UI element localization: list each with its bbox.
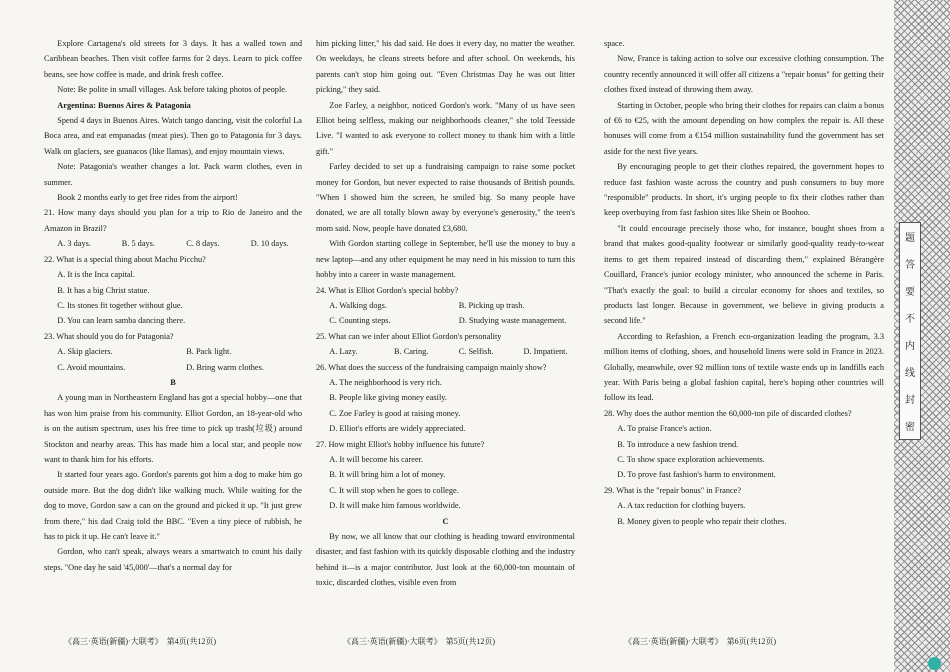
- paragraph: According to Refashion, a French eco-organization leading the program, 3.3 million items of clothing, shoes, and household linens were sold in France in 2023. Globally, meanwhile, over 92 million tons of textile waste ends up in landfills each year. With Paris being a global fashion capital, here's hoping other countries will follow its lead.: [604, 331, 884, 403]
- option: A. To praise France's action.: [617, 424, 712, 434]
- paragraph: Gordon, who can't speak, always wears a smartwatch to count his daily steps. "One day he said '45,000'—that's a normal day for: [44, 547, 302, 572]
- paragraph: Book 2 months early to get free rides from the airport!: [57, 193, 238, 203]
- option: C. Selfish.: [458, 347, 494, 357]
- section-label: C: [442, 516, 449, 526]
- options-23: [44, 360, 302, 375]
- paragraph: It started four years ago. Gordon's parents got him a dog to make him go outside more. But the dog didn't like walking much. While waiting for the dog to move, Gordon saw a can on the ground and picked it up. "It just grew from there," his dad Craig told the BBC. "Even a tiny piece of rubbish, he has to pick it up. He can't leave it.": [44, 470, 302, 541]
- option: C. Zoe Farley is good at raising money.: [329, 408, 461, 418]
- options-23: [44, 344, 302, 359]
- paragraph: Spend 4 days in Buenos Aires. Watch tango dancing, visit the colorful La Boca area, and eat empanadas (meat pies). Then go to Patagonia for 3 days. Walk on glaciers, see guanacos (like llamas), and enjoy mountain views.: [44, 116, 302, 156]
- option: A. 3 days.: [57, 239, 91, 249]
- paragraph: By now, we all know that our clothing is heading toward environmental disaster, and fast fashion with its quickly disposable clothing and the industry behind it—is a major contributor. Just look at the 60,000-ton mountain of toxic, discarded clothes, visible even from: [316, 532, 575, 588]
- options-24: [316, 313, 575, 328]
- page-footer: 《高三·英语(新疆)·大联考》 第5页(共12页): [343, 637, 495, 646]
- option: D. 10 days.: [250, 239, 289, 249]
- section-heading: Argentina: Buenos Aires & Patagonia: [57, 100, 191, 110]
- binding-char: 封: [905, 395, 915, 406]
- page-footer: 《高三·英语(新疆)·大联考》 第4页(共12页): [64, 637, 216, 646]
- page-4-column: [44, 36, 302, 606]
- option: C. It will stop when he goes to college.: [329, 485, 459, 495]
- option: D. Elliot's efforts are widely appreciated.: [329, 424, 466, 434]
- option: D. Studying waste management.: [458, 316, 567, 326]
- option: C. 8 days.: [186, 239, 220, 249]
- question-26: 26. What does the success of the fundraising campaign mainly show?: [316, 362, 547, 372]
- question-23: 23. What should you do for Patagonia?: [44, 331, 174, 341]
- option: B. People like giving money easily.: [329, 393, 447, 403]
- options-21: [44, 236, 302, 251]
- option: C. Avoid mountains.: [57, 362, 126, 372]
- page-5-column: [316, 36, 575, 606]
- option: A. It is the Inca capital.: [57, 270, 135, 280]
- options-25: [316, 344, 575, 359]
- option: D. Impatient.: [523, 347, 568, 357]
- paragraph: him picking litter," his dad said. He does it every day, no matter the weather. On weekdays, he cleans streets before and after school. On weekends, his parents can't stop him going out. "Even Christmas Day he was out litter picking," they said.: [316, 39, 575, 95]
- option: D. You can learn samba dancing there.: [57, 316, 186, 326]
- question-22: 22. What is a special thing about Machu Picchu?: [44, 254, 206, 264]
- question-24: 24. What is Elliot Gordon's special hobby?: [316, 285, 459, 295]
- question-28: 28. Why does the author mention the 60,000-ton pile of discarded clothes?: [604, 408, 852, 418]
- paragraph: Now, France is taking action to solve our excessive clothing consumption. The country recently announced it will offer all citizens a "repair bonus" for getting their clothes fixed instead of throwing them away.: [604, 54, 884, 95]
- paragraph: By encouraging people to get their clothes repaired, the government hopes to reduce fast fashion waste across the country and push consumers to buy more "responsible" products. In short, it's urging people to fix their clothes rather than keep overbuying from fast fashion sites like Shein or Boohoo.: [604, 162, 884, 218]
- option: B. Caring.: [394, 347, 429, 357]
- binding-char: 答: [905, 260, 915, 271]
- option: B. Money given to people who repair their clothes.: [617, 516, 787, 526]
- paragraph: Note: Patagonia's weather changes a lot. Pack warm clothes, even in summer.: [44, 162, 302, 187]
- option: B. Pack light.: [186, 347, 232, 357]
- paragraph: Farley decided to set up a fundraising campaign to raise some pocket money for Gordon, but never expected to raise thousands of British pounds. "When I showed him the screen, he smiled big. So many people have donated, we are all totally blown away by everyone's generosity," the teen's mom said. Now, people have donated £3,680.: [316, 162, 575, 233]
- paragraph: space.: [604, 39, 625, 48]
- option: C. To show space exploration achievements.: [617, 454, 765, 464]
- section-label: B: [170, 377, 176, 387]
- option: A. Lazy.: [329, 347, 358, 357]
- question-25: 25. What can we infer about Elliot Gordon's personality: [316, 331, 502, 341]
- option: C. Counting steps.: [329, 316, 391, 326]
- option: A. Walking dogs.: [329, 300, 387, 310]
- option: A. A tax reduction for clothing buyers.: [617, 501, 746, 511]
- option: A. Skip glaciers.: [57, 347, 113, 357]
- option: B. It will bring him a lot of money.: [329, 470, 446, 480]
- binding-warning: [899, 222, 921, 440]
- binding-char: 不: [905, 314, 915, 325]
- option: B. It has a big Christ statue.: [57, 285, 150, 295]
- binding-char: 密: [905, 422, 915, 433]
- question-27: 27. How might Elliot's hobby influence his future?: [316, 439, 485, 449]
- paragraph: Starting in October, people who bring their clothes for repairs can claim a bonus of €6 to €25, with the amount depending on how complex the repair is. All these bonuses will come from a €154 million sustainability fund the government has set aside for the next five years.: [604, 100, 884, 156]
- paragraph: Zoe Farley, a neighbor, noticed Gordon's work. "Many of us have seen Elliot being selfless, making our neighborhoods cleaner," she told Teesside Live. "I wanted to ask everyone to collect money to thank him with a little gift.": [316, 100, 575, 156]
- binding-char: 题: [905, 233, 915, 244]
- binding-char: 要: [905, 287, 915, 298]
- binding-char: 线: [905, 368, 915, 379]
- page-6-column: [604, 36, 884, 606]
- paragraph: Note: Be polite in small villages. Ask before taking photos of people.: [57, 85, 288, 95]
- option: D. It will make him famous worldwide.: [329, 501, 461, 511]
- paragraph: Explore Cartagena's old streets for 3 days. It has a walled town and Caribbean beaches. Then visit coffee farms for 2 days. Learn to pick coffee beans, see how coffee is made, and drink fresh coffee.: [44, 39, 302, 79]
- corner-dot-icon: [928, 657, 941, 670]
- option: D. To prove fast fashion's harm to environment.: [617, 470, 776, 480]
- paragraph: A young man in Northeastern England has got a special hobby—one that has won him praise from his community. Elliot Gordon, an 18-year-old who is on the autism spectrum, uses his free time to pick up trash(垃圾) around Stockton and nearby areas. This has made him a local star, and people now want to thank him for his efforts.: [44, 393, 302, 464]
- option: A. The neighborhood is very rich.: [329, 377, 442, 387]
- paragraph: "It could encourage precisely those who, for instance, bought shoes from a brand that makes good-quality footwear or similarly good-quality ready-to-wear items to get them repaired instead of discarding them," explained Bérangère Couillard, France's junior ecology minister, who announced the scheme in Paris. "That's exactly the goal: to build a circular economy for shoes and textiles, so products last longer. Because in government, we believe in giving products a second life.": [604, 223, 884, 326]
- option: A. It will become his career.: [329, 454, 424, 464]
- page-footer: 《高三·英语(新疆)·大联考》 第6页(共12页): [624, 637, 776, 646]
- option: B. To introduce a new fashion trend.: [617, 439, 739, 449]
- paragraph: With Gordon starting college in September, he'll use the money to buy a new laptop—and any other equipment he may need in his mission to turn this hobby into a career in waste management.: [316, 239, 575, 280]
- option: B. Picking up trash.: [458, 300, 525, 310]
- option: C. Its stones fit together without glue.: [57, 300, 183, 310]
- options-24: [316, 298, 575, 313]
- question-21: 21. How many days should you plan for a trip to Rio de Janeiro and the Amazon in Brazil?: [44, 208, 302, 233]
- question-29: 29. What is the "repair bonus" in France?: [604, 485, 742, 495]
- binding-char: 内: [905, 341, 915, 352]
- option: B. 5 days.: [121, 239, 155, 249]
- option: D. Bring warm clothes.: [186, 362, 264, 372]
